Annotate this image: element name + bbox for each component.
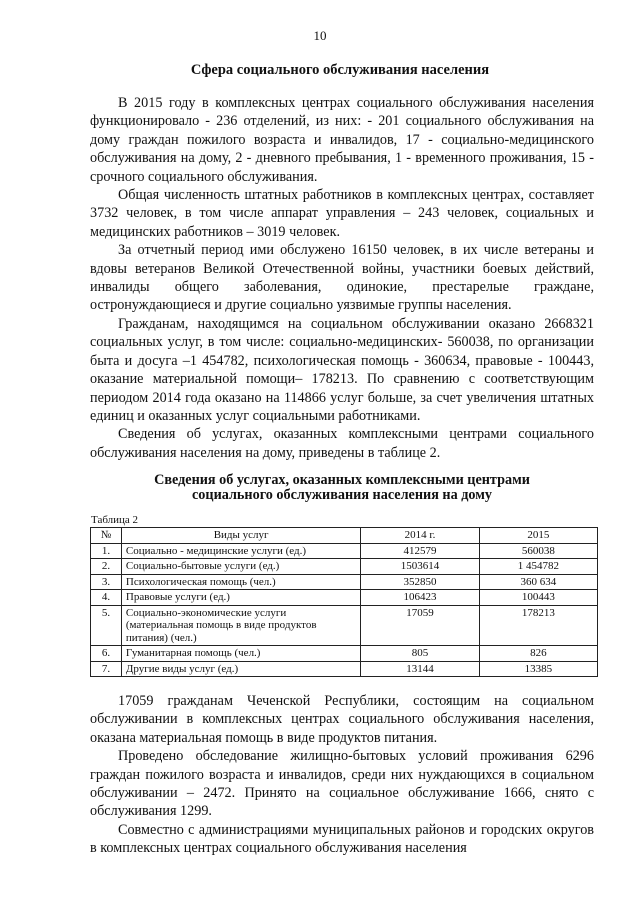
intro-text <box>90 94 594 462</box>
table-row <box>91 605 598 646</box>
outro-text <box>90 692 594 858</box>
row-value-2014: 17059 <box>361 605 479 646</box>
row-value-2015: 13385 <box>479 661 597 677</box>
table-heading-line: Сведения об услугах, оказанных комплексными центрами <box>154 472 530 488</box>
row-number: 6. <box>91 646 122 662</box>
table-row <box>91 590 598 606</box>
table-row <box>91 661 598 677</box>
paragraph: Проведено обследование жилищно-бытовых условий проживания 6296 граждан пожилого возраста и инвалидов, среди них нуждающихся в социальном обслуживании – 2472. Принято на социальное обслуживание 1666, снято с обслуживания 1299. <box>90 748 594 820</box>
header-2015: 2015 <box>479 528 597 544</box>
table-row <box>91 574 598 590</box>
table-row <box>91 646 598 662</box>
services-table <box>90 527 598 677</box>
header-service-type: Виды услуг <box>121 528 361 544</box>
header-number: № <box>91 528 122 544</box>
row-value-2015: 826 <box>479 646 597 662</box>
row-value-2014: 106423 <box>361 590 479 606</box>
row-service: Гуманитарная помощь (чел.) <box>121 646 361 662</box>
row-service: Социально-бытовые услуги (ед.) <box>121 559 361 575</box>
header-2014: 2014 г. <box>361 528 479 544</box>
row-number: 5. <box>91 605 122 646</box>
row-service: Социально - медицинские услуги (ед.) <box>121 543 361 559</box>
row-value-2014: 13144 <box>361 661 479 677</box>
row-number: 3. <box>91 574 122 590</box>
row-value-2014: 805 <box>361 646 479 662</box>
section-title: Сфера социального обслуживания населения <box>190 62 490 78</box>
table-heading-line: социального обслуживания населения на дому <box>192 487 492 503</box>
row-value-2014: 412579 <box>361 543 479 559</box>
row-value-2014: 1503614 <box>361 559 479 575</box>
row-value-2015: 178213 <box>479 605 597 646</box>
row-value-2014: 352850 <box>361 574 479 590</box>
row-number: 1. <box>91 543 122 559</box>
row-value-2015: 560038 <box>479 543 597 559</box>
row-value-2015: 360 634 <box>479 574 597 590</box>
page-number: 10 <box>313 28 327 43</box>
row-number: 4. <box>91 590 122 606</box>
row-service: Другие виды услуг (ед.) <box>121 661 361 677</box>
paragraph: За отчетный период ими обслужено 16150 человек, в их числе ветераны и вдовы ветеранов Великой Отечественной войны, участники боевых действий, инвалиды общего заболевания, одинокие, престарелые граждане, остронуждающиеся и другие социально уязвимые группы населения. <box>90 242 594 314</box>
table-heading <box>90 473 594 503</box>
table-row <box>91 559 598 575</box>
paragraph: Сведения об услугах, оказанных комплексными центрами социального обслуживания населения на дому, приведены в таблице 2. <box>90 426 594 461</box>
paragraph: Общая численность штатных работников в комплексных центрах, составляет 3732 человек, в том числе аппарат управления – 243 человек, социальных и медицинских работников – 3019 человек. <box>90 187 594 240</box>
paragraph: 17059 гражданам Чеченской Республики, состоящим на социальном обслуживании в комплексных центрах социального обслуживания населения, оказана материальная помощь в виде продуктов питания. <box>90 693 594 746</box>
row-service: Психологическая помощь (чел.) <box>121 574 361 590</box>
paragraph: В 2015 году в комплексных центрах социального обслуживания населения функционировало - 236 отделений, из них: - 201 социального обслуживания на дому граждан пожилого возраста и инвалидов, 17 - социально-медицинского обслуживания на дому, 2 - дневного пребывания, 1 - временного проживания, 15 - срочного социального обслуживания. <box>90 95 594 185</box>
paragraph: Гражданам, находящимся на социальном обслуживании оказано 2668321 социальных услуг, в том числе: социально-медицинских- 560038, по организации быта и досуга –1 454782, психологическая помощь - 360634, правовые - 100443, оказание материальной помощи– 178213. По сравнению с соответствующим периодом 2014 года оказано на 114866 услуг больше, за счет увеличения штатных единиц и оказанных услуг социальными работниками. <box>90 315 594 424</box>
row-number: 2. <box>91 559 122 575</box>
paragraph: Совместно с администрациями муниципальных районов и городских округов в комплексных центрах социального обслуживания населения <box>90 821 594 857</box>
row-value-2015: 1 454782 <box>479 559 597 575</box>
table-header-row <box>91 528 598 544</box>
row-number: 7. <box>91 661 122 677</box>
row-service: Правовые услуги (ед.) <box>121 590 361 606</box>
table-row <box>91 543 598 559</box>
table-label: Таблица 2 <box>91 514 139 526</box>
row-value-2015: 100443 <box>479 590 597 606</box>
row-service: Социально-экономические услуги (материальная помощь в виде продуктов питания) (чел.) <box>121 605 361 646</box>
